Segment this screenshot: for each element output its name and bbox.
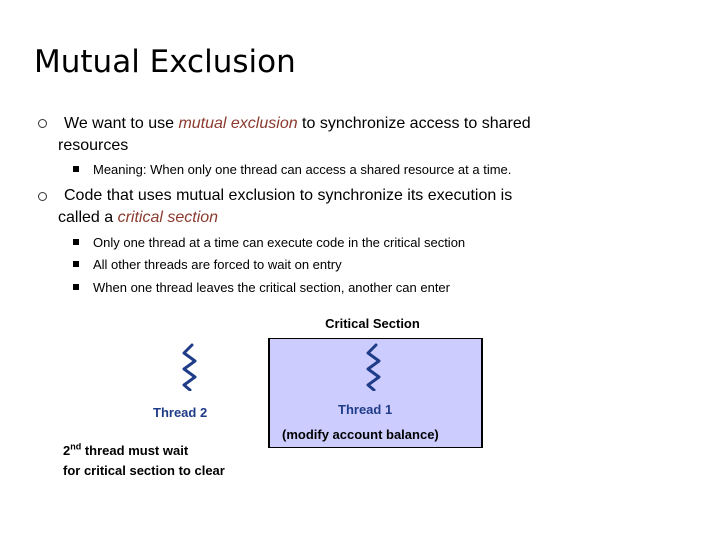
bullet-1-line-2: resources	[58, 137, 129, 154]
bullet-2-line-2	[58, 207, 218, 228]
bullet-1-line-1	[64, 113, 531, 134]
bullet-1-emphasis: mutual exclusion	[178, 115, 298, 132]
sub-bullet-square-icon	[73, 261, 79, 267]
sub-bullet-2-3: When one thread leaves the critical section, another can enter	[93, 280, 450, 295]
sub-bullet-square-icon	[73, 166, 79, 172]
sub-bullet-square-icon	[73, 239, 79, 245]
critical-section-label: Critical Section	[325, 316, 420, 331]
slide-title: Mutual Exclusion	[34, 44, 296, 80]
bullet-1-text-post: to synchronize access to shared	[297, 115, 531, 132]
thread-2-label: Thread 2	[153, 405, 208, 420]
bullet-circle-icon	[38, 119, 47, 128]
sub-bullet-1-1: Meaning: When only one thread can access a shared resource at a time.	[93, 162, 512, 177]
bullet-2-text-pre: called a	[58, 209, 118, 226]
bullet-2-emphasis: critical section	[117, 209, 219, 226]
sub-bullet-2-2: All other threads are forced to wait on entry	[93, 257, 342, 272]
sub-bullet-square-icon	[73, 284, 79, 290]
bullet-1-text-pre: We want to use	[64, 115, 179, 132]
thread-1-label: Thread 1	[338, 402, 393, 417]
bullet-2-line-1: Code that uses mutual exclusion to synchronize its execution is	[64, 187, 513, 204]
bullet-circle-icon	[38, 192, 47, 201]
thread-1-note: (modify account balance)	[282, 427, 439, 442]
wait-note	[63, 441, 225, 481]
sub-bullet-2-1: Only one thread at a time can execute code in the critical section	[93, 235, 466, 250]
wait-note-ordinal-suffix: nd	[70, 441, 82, 452]
thread-1-squiggle-icon	[362, 343, 386, 391]
wait-note-ordinal: 2	[63, 443, 71, 458]
wait-note-line-1: thread must wait	[81, 443, 189, 458]
thread-2-squiggle-icon	[178, 343, 202, 391]
wait-note-line-2: for critical section to clear	[63, 463, 225, 478]
